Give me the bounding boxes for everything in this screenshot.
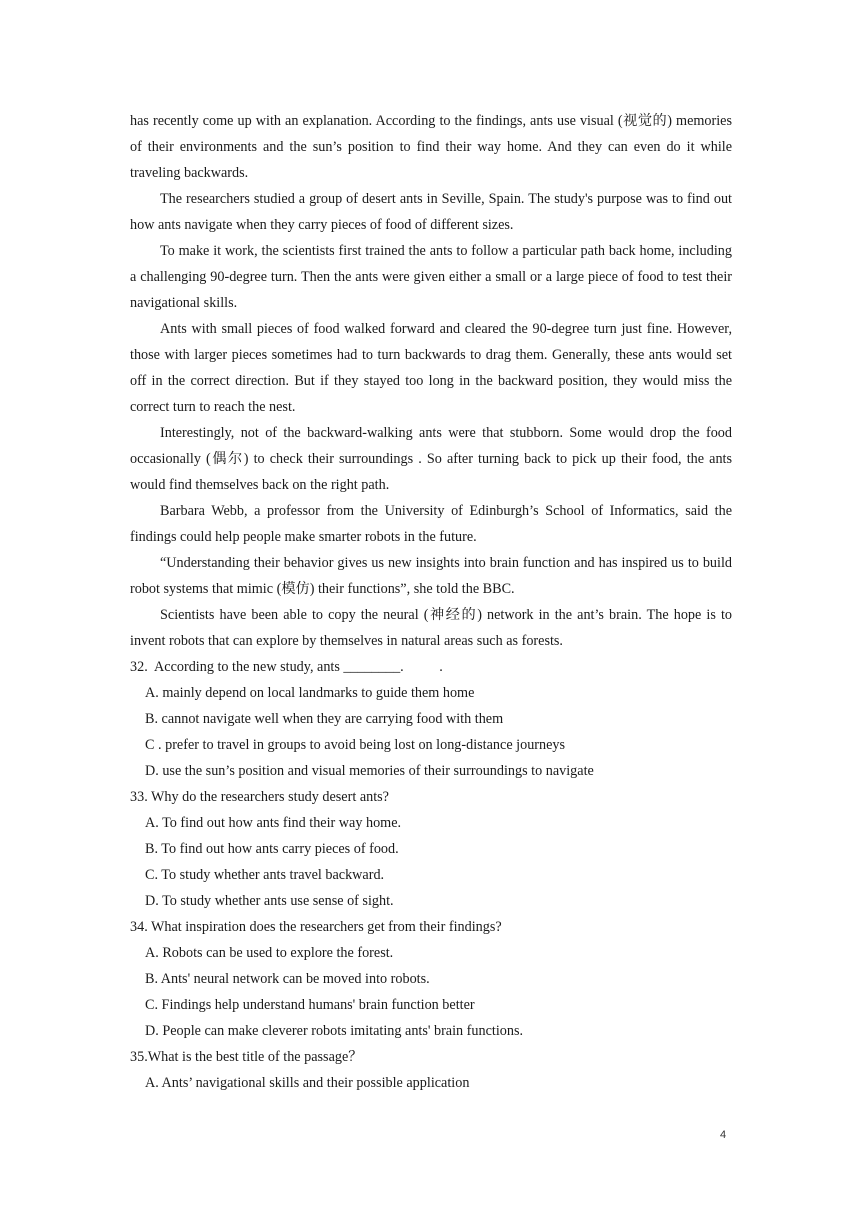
answer-option: A. mainly depend on local landmarks to guide them home [145, 685, 475, 701]
answer-option: A. Robots can be used to explore the forest. [145, 945, 394, 961]
answer-option: C. Findings help understand humans' brain function better [145, 997, 475, 1013]
answer-option: B. Ants' neural network can be moved into robots. [145, 971, 430, 987]
question-34 [130, 914, 732, 1044]
question-stem: 33. Why do the researchers study desert ants? [130, 789, 389, 805]
answer-option: D. use the sun’s position and visual memories of their surroundings to navigate [145, 763, 594, 779]
document-page [130, 108, 732, 1096]
passage [130, 108, 732, 654]
question-33 [130, 784, 732, 914]
answer-option: C. To study whether ants travel backward. [145, 867, 385, 883]
answer-option: B. To find out how ants carry pieces of food. [145, 841, 399, 857]
answer-option: D. To study whether ants use sense of sight. [145, 893, 394, 909]
question-stem: 35.What is the best title of the passage？ [130, 1049, 363, 1065]
answer-option: A. Ants’ navigational skills and their possible application [145, 1075, 470, 1091]
question-stem: 32. According to the new study, ants ________. . [130, 659, 443, 675]
answer-option: D. People can make cleverer robots imitating ants' brain functions. [145, 1023, 524, 1039]
question-stem: 34. What inspiration does the researchers get from their findings? [130, 919, 502, 935]
question-32 [130, 654, 732, 784]
page-number: 4 [720, 1129, 727, 1141]
passage-paragraph: “Understanding their behavior gives us new insights into brain function and has inspired us to build robot systems that mimic (模仿) their functions”, she told the BBC. [130, 555, 732, 597]
passage-paragraph: has recently come up with an explanation. According to the findings, ants use visual (视觉的) memories of their environments and the sun’s position to find their way home. And they can even do it while traveling backwards. [130, 113, 732, 181]
answer-option: B. cannot navigate well when they are carrying food with them [145, 711, 504, 727]
passage-paragraph: Ants with small pieces of food walked forward and cleared the 90-degree turn just fine. However, those with larger pieces sometimes had to turn backwards to drag them. Generally, these ants would set off in the correct direction. But if they stayed too long in the backward position, they would miss the correct turn to reach the nest. [130, 321, 732, 415]
passage-paragraph: Barbara Webb, a professor from the University of Edinburgh’s School of Informatics, said the findings could help people make smarter robots in the future. [130, 503, 732, 545]
answer-option: C . prefer to travel in groups to avoid being lost on long-distance journeys [145, 737, 566, 753]
question-35 [130, 1044, 732, 1096]
answer-option: A. To find out how ants find their way home. [145, 815, 402, 831]
passage-paragraph: The researchers studied a group of desert ants in Seville, Spain. The study's purpose was to find out how ants navigate when they carry pieces of food of different sizes. [130, 191, 732, 233]
passage-paragraph: Scientists have been able to copy the neural (神经的) network in the ant’s brain. The hope is to invent robots that can explore by themselves in natural areas such as forests. [130, 607, 732, 649]
passage-paragraph: To make it work, the scientists first trained the ants to follow a particular path back home, including a challenging 90-degree turn. Then the ants were given either a small or a large piece of food to test their navigational skills. [130, 243, 732, 311]
passage-paragraph: Interestingly, not of the backward-walking ants were that stubborn. Some would drop the food occasionally (偶尔) to check their surroundings . So after turning back to pick up their food, the ants would find themselves back on the right path. [130, 425, 732, 493]
